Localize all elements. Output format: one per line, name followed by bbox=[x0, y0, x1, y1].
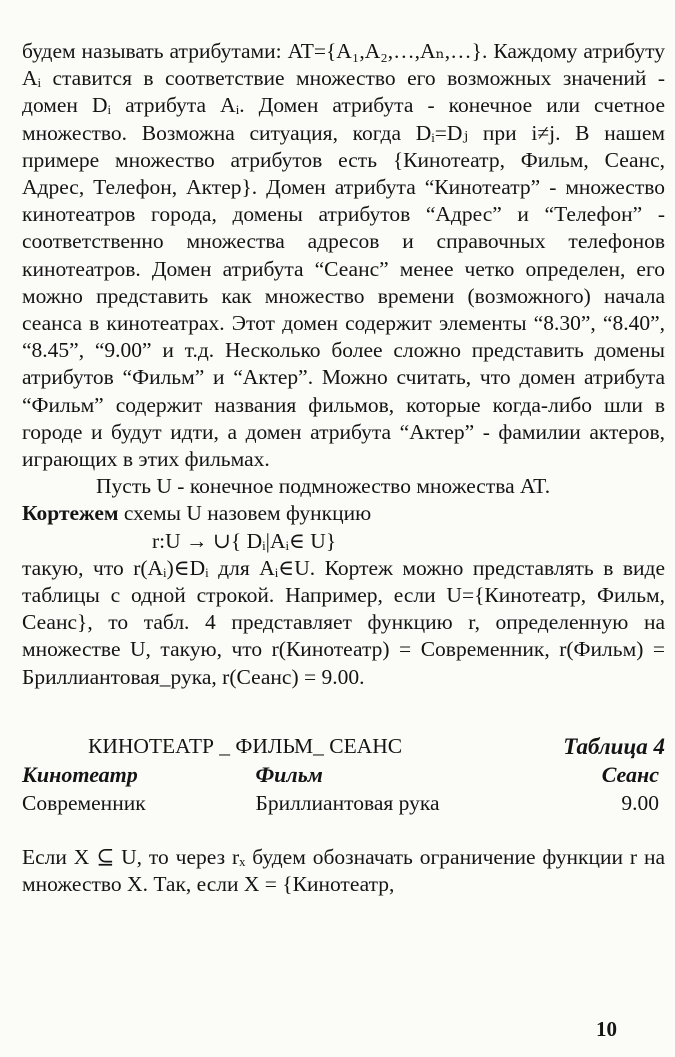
table-4 bbox=[22, 760, 665, 818]
formula: r:U → ∪{ Dᵢ|Aᵢ∈ U} bbox=[152, 528, 337, 553]
header-session: Сеанс bbox=[601, 761, 659, 787]
paragraph-example: такую, что r(Aᵢ)∈Dᵢ для Aᵢ∈U. Кортеж можно представлять в виде таблицы с одной строкой. Например, если U={Кинотеатр, Фильм, Сеанс}, то табл. 4 представляет функцию r, определенную на множестве U, такую, что r(Кинотеатр) = Современник, r(Фильм) = Бриллиантовая_рука, r(Сеанс) = 9.00. bbox=[22, 555, 665, 689]
table-number: Таблица 4 bbox=[563, 733, 665, 759]
page-body bbox=[22, 38, 665, 898]
paragraph-attributes: будем называть атрибутами: AT={A₁,A₂,…,Aₙ,…}. Каждому атрибуту Aᵢ ставится в соответствие множество его возможных значений - домен Dᵢ атрибута Aᵢ. Домен атрибута - конечное или счетное множество. Возможна ситуация, когда Dᵢ=Dⱼ при i≠j. В нашем примере множество атрибутов есть {Кинотеатр, Фильм, Сеанс, Адрес, Телефон, Актер}. Домен атрибута “Кинотеатр” - множество кинотеатров города, домены атрибутов “Адрес” и “Телефон” - соответственно множества адресов и справочных телефонов кинотеатров. Домен атрибута “Сеанс” менее четко определен, его можно представить как множество времени (возможного) начала сеанса в кинотеатрах. Этот домен содержит элементы “8.30”, “8.40”, “8.45”, “9.00” и т.д. Несколько более сложно представить домены атрибутов “Фильм” и “Актер”. Можно считать, что домен атрибута “Фильм” содержит названия фильмов, которые когда-либо шли в городе и будут идти, а домен атрибута “Актер” - фамилии актеров, играющих в этих фильмах. bbox=[22, 39, 665, 472]
cell-session: 9.00 bbox=[621, 790, 659, 815]
tuple-definition-text: схемы U назовем функцию bbox=[118, 501, 372, 526]
table-caption-row bbox=[22, 733, 665, 760]
cell-film: Бриллиантовая рука bbox=[255, 790, 440, 815]
table-caption: КИНОТЕАТР _ ФИЛЬМ_ СЕАНС bbox=[88, 733, 403, 758]
cell-cinema: Современник bbox=[22, 790, 146, 815]
paragraph-tuple-definition bbox=[22, 500, 665, 527]
header-cinema: Кинотеатр bbox=[22, 761, 138, 787]
term-tuple: Кортежем bbox=[22, 501, 119, 526]
page-number: 10 bbox=[596, 1017, 617, 1041]
paragraph-subset: Пусть U - конечное подмножество множества AT. bbox=[96, 474, 551, 499]
table-row bbox=[22, 789, 665, 818]
paragraph-restriction: Если X ⊆ U, то через rₓ будем обозначать ограничение функции r на множество X. Так, если X = {Кинотеатр, bbox=[22, 844, 665, 897]
table-header-row bbox=[22, 760, 665, 789]
header-film: Фильм bbox=[255, 761, 323, 787]
